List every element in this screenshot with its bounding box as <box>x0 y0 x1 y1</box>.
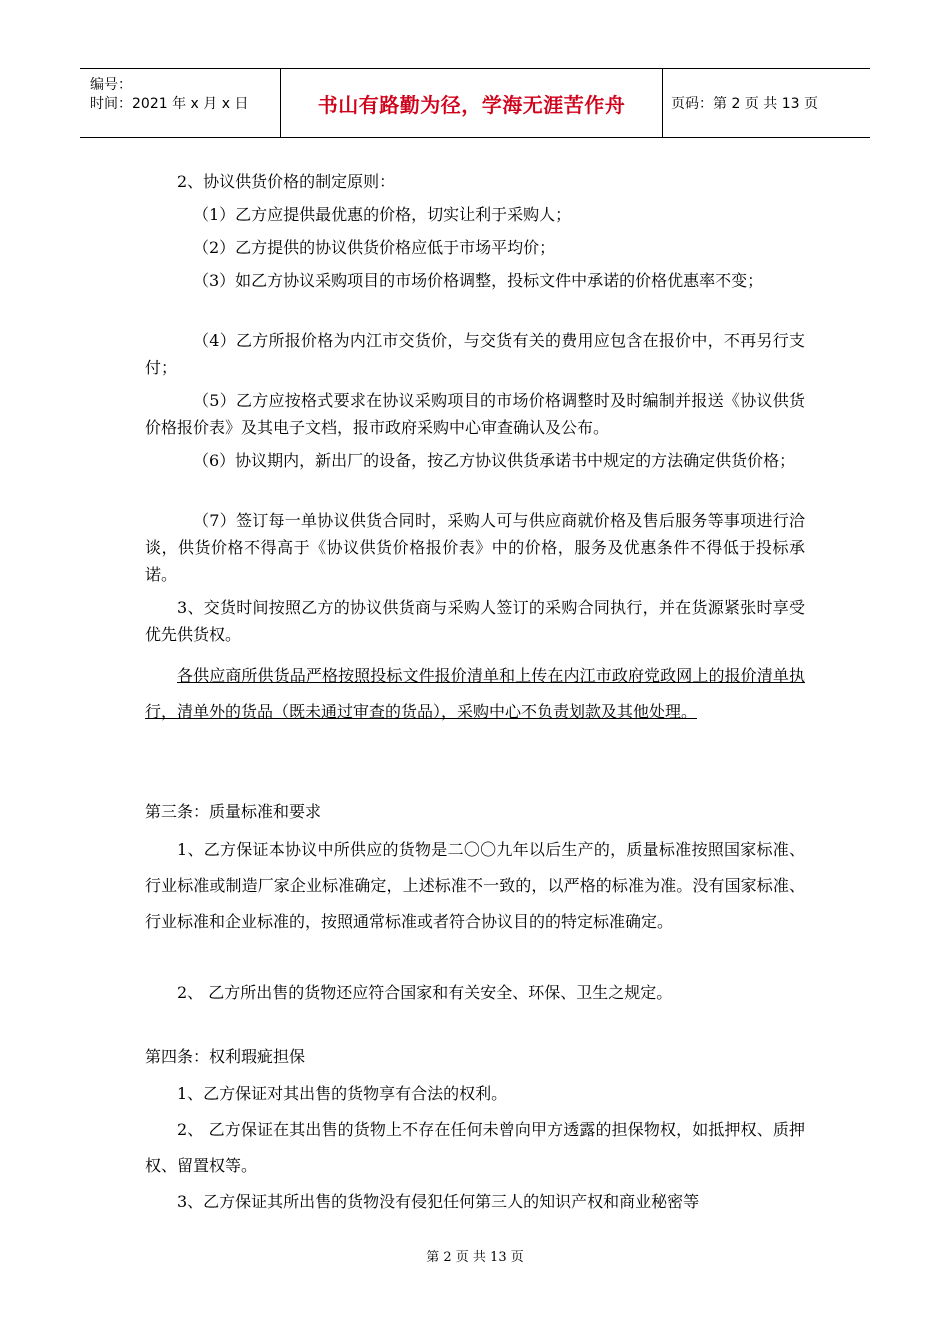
paragraph-underlined-notice: 各供应商所供货品严格按照投标文件报价清单和上传在内江市政府党政网上的报价清单执行，清单外的货品（既未通过审查的货品），采购中心不负责划款及其他处理。 <box>145 666 805 721</box>
paragraph-pricing-principles: 2、协议供货价格的制定原则： <box>177 172 396 191</box>
paragraph-item-3: （3）如乙方协议采购项目的市场价格调整，投标文件中承诺的价格优惠率不变； <box>193 271 764 290</box>
header-page-info: 页码：第 2 页 共 13 页 <box>671 96 818 112</box>
paragraph-quality-1: 1、乙方保证本协议中所供应的货物是二〇〇九年以后生产的，质量标准按照国家标准、行业标准或制造厂家企业标准确定，上述标准不一致的，以严格的标准为准。没有国家标准、行业标准和企业标准的，按照通常标准或者符合协议目的的特定标准确定。 <box>145 840 805 931</box>
heading-article-4: 第四条：权利瑕疵担保 <box>145 1047 306 1066</box>
heading-article-3: 第三条：质量标准和要求 <box>145 802 322 821</box>
document-date-label: 时间：2021 年 x 月 x 日 <box>90 96 249 112</box>
paragraph-item-4: （4）乙方所报价格为内江市交货价，与交货有关的费用应包含在报价中，不再另行支付； <box>145 331 805 377</box>
paragraph-warranty-1: 1、乙方保证对其出售的货物享有合法的权利。 <box>177 1084 508 1103</box>
paragraph-quality-2: 2、 乙方所出售的货物还应符合国家和有关安全、环保、卫生之规定。 <box>177 983 673 1002</box>
paragraph-item-6: （6）协议期内，新出厂的设备，按乙方协议供货承诺书中规定的方法确定供货价格； <box>193 451 796 470</box>
paragraph-warranty-2: 2、 乙方保证在其出售的货物上不存在任何未曾向甲方透露的担保物权，如抵押权、质押权、留置权等。 <box>145 1120 805 1175</box>
paragraph-delivery-time: 3、交货时间按照乙方的协议供货商与采购人签订的采购合同执行，并在货源紧张时享受优先供货权。 <box>145 598 805 644</box>
paragraph-item-7: （7）签订每一单协议供货合同时，采购人可与供应商就价格及售后服务等事项进行洽谈，供货价格不得高于《协议供货价格报价表》中的价格，服务及优惠条件不得低于投标承诺。 <box>145 511 805 584</box>
header-right-cell <box>663 69 870 137</box>
paragraph-item-1: （1）乙方应提供最优惠的价格，切实让利于采购人； <box>193 205 572 224</box>
page-header <box>80 68 870 138</box>
page-footer: 第 2 页 共 13 页 <box>426 1250 524 1265</box>
header-left-cell <box>80 69 281 137</box>
paragraph-warranty-3: 3、乙方保证其所出售的货物没有侵犯任何第三人的知识产权和商业秘密等 <box>177 1192 700 1211</box>
paragraph-item-5: （5）乙方应按格式要求在协议采购项目的市场价格调整时及时编制并报送《协议供货价格报价表》及其电子文档，报市政府采购中心审查确认及公布。 <box>145 391 805 437</box>
paragraph-item-2: （2）乙方提供的协议供货价格应低于市场平均价； <box>193 238 556 257</box>
document-number-label: 编号： <box>90 77 132 93</box>
header-middle-cell <box>281 69 663 137</box>
header-slogan: 书山有路勤为径，学海无涯苦作舟 <box>317 92 626 117</box>
